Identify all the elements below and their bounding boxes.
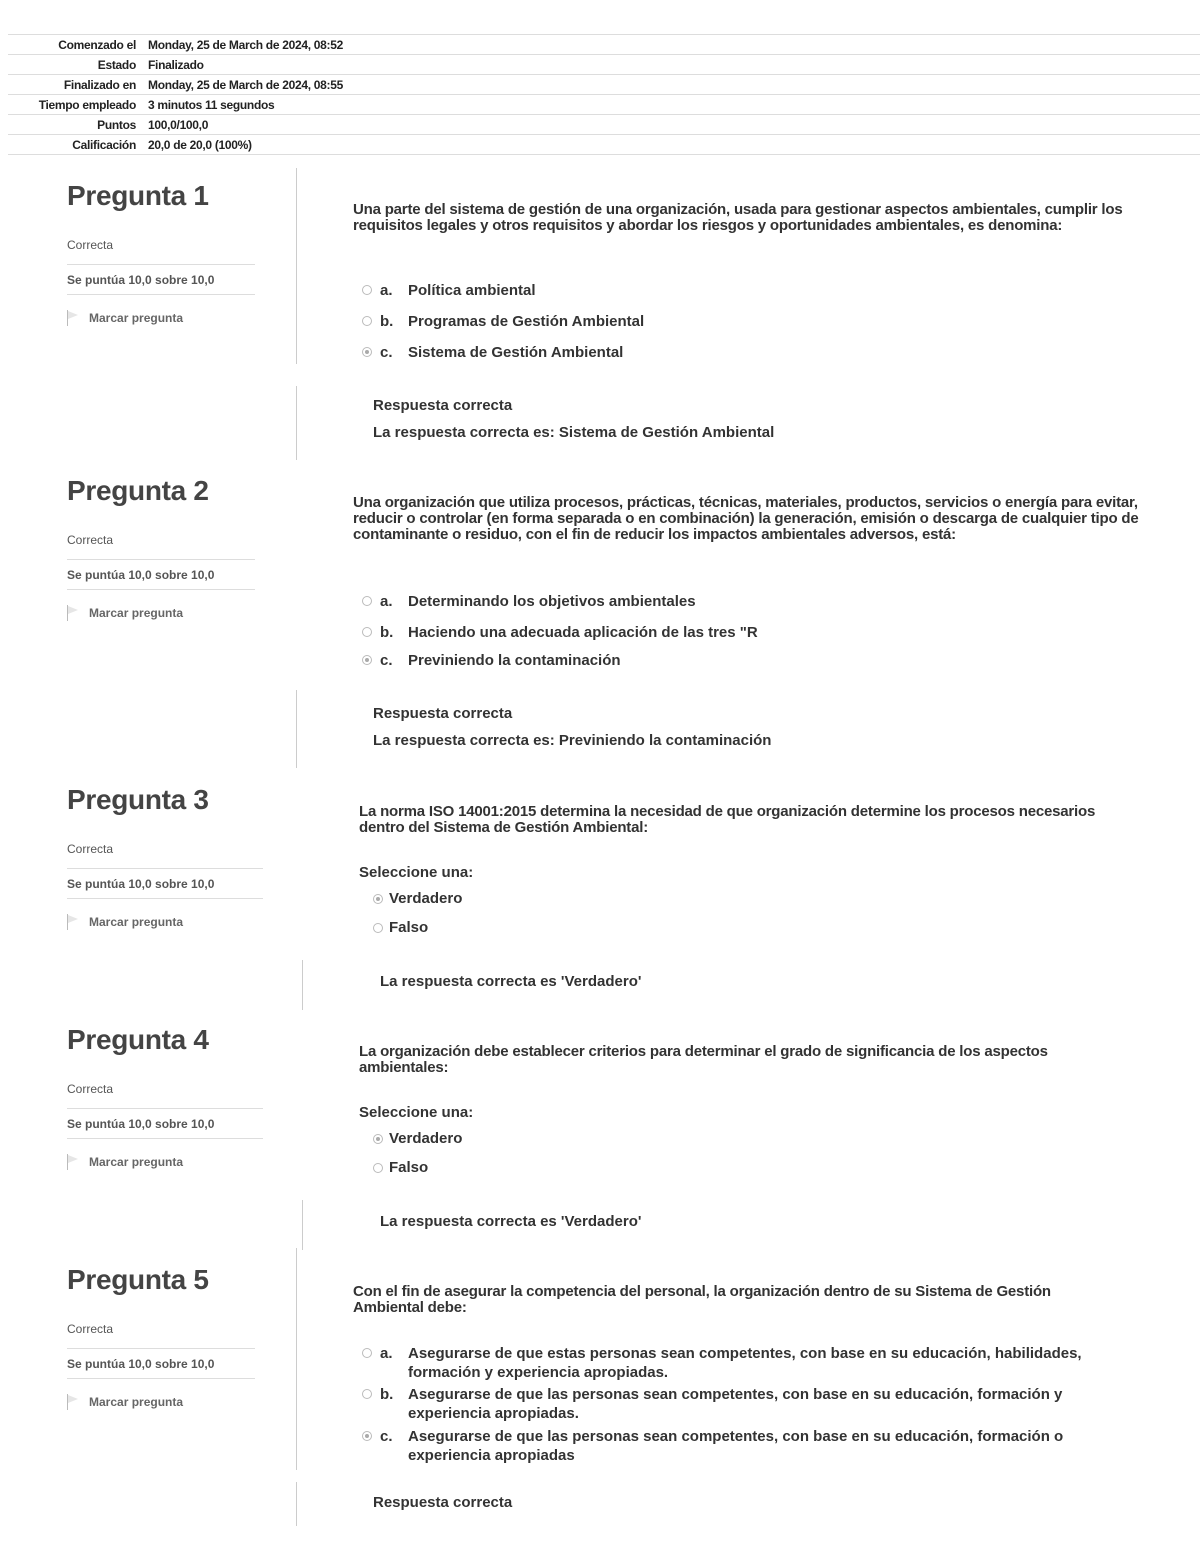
summary-key: Puntos xyxy=(97,117,136,132)
divider xyxy=(296,690,297,768)
flag-question-button[interactable] xyxy=(67,605,183,621)
question-number: Pregunta 1 xyxy=(67,180,209,211)
answer-option-a[interactable] xyxy=(362,1344,1092,1382)
option-text: Falso xyxy=(389,1159,429,1176)
feedback-correct-answer: La respuesta correcta es 'Verdadero' xyxy=(380,973,642,990)
radio-button-checked[interactable] xyxy=(373,1134,383,1144)
flag-icon xyxy=(67,1154,79,1170)
flag-icon xyxy=(67,605,79,621)
summary-key: Estado xyxy=(97,57,136,72)
answer-text: Sistema de Gestión Ambiental xyxy=(408,344,624,361)
answer-text: Haciendo una adecuada aplicación de las tres "R xyxy=(408,624,758,641)
answer-option-c[interactable] xyxy=(362,651,621,670)
radio-button-checked[interactable] xyxy=(362,347,372,357)
question-info xyxy=(67,1024,215,1169)
flag-question-button[interactable] xyxy=(67,1394,183,1410)
answer-letter: c. xyxy=(380,652,393,669)
answer-letter: b. xyxy=(380,624,394,641)
answer-letter: b. xyxy=(380,313,394,330)
divider xyxy=(296,168,297,364)
summary-row-points xyxy=(8,114,1200,134)
radio-button-checked[interactable] xyxy=(373,894,383,904)
answer-option-b[interactable] xyxy=(362,623,758,642)
question-text: Con el fin de asegurar la competencia del personal, la organización dentro de su Sistema de Gestión Ambiental debe: xyxy=(353,1283,1051,1316)
flag-question-button[interactable] xyxy=(67,310,183,326)
answer-text: Determinando los objetivos ambientales xyxy=(408,593,696,610)
radio-button[interactable] xyxy=(373,923,383,933)
question-grade: Se puntúa 10,0 sobre 10,0 xyxy=(67,1348,255,1379)
answer-letter: a. xyxy=(380,593,393,610)
flag-label: Marcar pregunta xyxy=(89,915,184,929)
feedback-correct-answer: La respuesta correcta es: Previniendo la contaminación xyxy=(373,732,772,749)
summary-row-state xyxy=(8,54,1200,74)
summary-key: Finalizado en xyxy=(63,77,136,92)
summary-row-started xyxy=(8,34,1200,54)
question-state: Correcta xyxy=(67,842,114,856)
flag-label: Marcar pregunta xyxy=(89,1155,184,1169)
summary-row-grade xyxy=(8,134,1200,155)
answer-option-a[interactable] xyxy=(362,281,536,300)
radio-button[interactable] xyxy=(362,1348,372,1358)
feedback-result: Respuesta correcta xyxy=(373,705,513,722)
question-number: Pregunta 2 xyxy=(67,475,209,506)
question-number: Pregunta 5 xyxy=(67,1264,209,1295)
summary-value: Monday, 25 de March de 2024, 08:55 xyxy=(148,77,344,92)
question-info xyxy=(67,1264,215,1409)
flag-icon xyxy=(67,310,79,326)
select-one-label: Seleccione una: xyxy=(359,1104,474,1121)
summary-value: 100,0/100,0 xyxy=(148,117,209,132)
question-state: Correcta xyxy=(67,238,114,252)
summary-value: 3 minutos 11 segundos xyxy=(148,97,275,112)
option-text: Falso xyxy=(389,919,429,936)
divider xyxy=(302,1200,303,1250)
divider xyxy=(296,386,297,460)
answer-option-b[interactable] xyxy=(362,1385,1142,1423)
divider xyxy=(296,1248,297,1470)
radio-button[interactable] xyxy=(362,1389,372,1399)
select-one-label: Seleccione una: xyxy=(359,864,474,881)
attempt-summary-table xyxy=(8,34,1200,155)
option-true[interactable] xyxy=(373,890,462,907)
question-info xyxy=(67,475,215,620)
answer-text: Asegurarse de que las personas sean competentes, con base en su educación, formación y experiencia apropiadas. xyxy=(408,1386,1063,1422)
question-text: La organización debe establecer criterios para determinar el grado de significancia de los aspectos ambientales: xyxy=(359,1043,1048,1076)
feedback-correct-answer: La respuesta correcta es: Sistema de Gestión Ambiental xyxy=(373,424,775,441)
divider xyxy=(296,1482,297,1526)
summary-key: Comenzado el xyxy=(58,37,136,52)
summary-value: Monday, 25 de March de 2024, 08:52 xyxy=(148,37,344,52)
question-info xyxy=(67,784,215,929)
answer-letter: c. xyxy=(380,344,393,361)
question-number: Pregunta 4 xyxy=(67,1024,209,1055)
answer-letter: b. xyxy=(380,1386,394,1403)
option-false[interactable] xyxy=(373,919,428,936)
option-false[interactable] xyxy=(373,1159,428,1176)
flag-icon xyxy=(67,914,79,930)
summary-row-time xyxy=(8,94,1200,114)
answer-letter: a. xyxy=(380,282,393,299)
answer-letter: c. xyxy=(380,1428,393,1445)
answer-text: Programas de Gestión Ambiental xyxy=(408,313,645,330)
answer-text: Política ambiental xyxy=(408,282,536,299)
summary-value: 20,0 de 20,0 (100%) xyxy=(148,137,252,152)
flag-label: Marcar pregunta xyxy=(89,311,184,325)
feedback-result: Respuesta correcta xyxy=(373,397,513,414)
question-grade: Se puntúa 10,0 sobre 10,0 xyxy=(67,868,263,899)
question-text: La norma ISO 14001:2015 determina la necesidad de que organización determine los procesos necesarios dentro del Sistema de Gestión Ambiental: xyxy=(359,803,1096,836)
answer-text: Previniendo la contaminación xyxy=(408,652,621,669)
question-grade: Se puntúa 10,0 sobre 10,0 xyxy=(67,264,255,295)
divider xyxy=(302,960,303,1010)
radio-button[interactable] xyxy=(362,627,372,637)
answer-letter: a. xyxy=(380,1345,393,1362)
feedback-result: Respuesta correcta xyxy=(373,1494,513,1511)
flag-label: Marcar pregunta xyxy=(89,606,184,620)
radio-button[interactable] xyxy=(373,1163,383,1173)
question-number: Pregunta 3 xyxy=(67,784,209,815)
radio-button[interactable] xyxy=(362,596,372,606)
summary-key: Tiempo empleado xyxy=(38,97,136,112)
answer-text: Asegurarse de que estas personas sean competentes, con base en su educación, habilidades, formación y experiencia apropiadas. xyxy=(408,1345,1082,1381)
question-text: Una parte del sistema de gestión de una organización, usada para gestionar aspectos ambientales, cumplir los requisitos legales y otros requisitos y abordar los riesgos y oportunidades ambientales, es denomina: xyxy=(353,201,1123,234)
question-state: Correcta xyxy=(67,1322,114,1336)
question-info xyxy=(67,180,215,325)
flag-icon xyxy=(67,1394,79,1410)
flag-question-button[interactable] xyxy=(67,914,183,930)
question-state: Correcta xyxy=(67,1082,114,1096)
radio-button[interactable] xyxy=(362,316,372,326)
answer-text: Asegurarse de que las personas sean competentes, con base en su educación, formación o experiencia apropiadas xyxy=(408,1428,1064,1464)
question-text: Una organización que utiliza procesos, prácticas, técnicas, materiales, productos, servicios o energía para evitar, reducir o controlar (en forma separada o en combinación) la generación, emisión o descarga de cualquier tipo de contaminante o residuo, con el fin de reducir los impactos ambientales adversos, está: xyxy=(353,494,1139,543)
summary-row-finished xyxy=(8,74,1200,94)
radio-button-checked[interactable] xyxy=(362,655,372,665)
option-text: Verdadero xyxy=(389,890,463,907)
question-grade: Se puntúa 10,0 sobre 10,0 xyxy=(67,1108,263,1139)
flag-label: Marcar pregunta xyxy=(89,1395,184,1409)
answer-option-c[interactable] xyxy=(362,1427,1082,1465)
answer-option-a[interactable] xyxy=(362,592,696,611)
option-text: Verdadero xyxy=(389,1130,463,1147)
question-state: Correcta xyxy=(67,533,114,547)
summary-value: Finalizado xyxy=(148,57,204,72)
question-grade: Se puntúa 10,0 sobre 10,0 xyxy=(67,559,255,590)
answer-option-c[interactable] xyxy=(362,343,623,362)
flag-question-button[interactable] xyxy=(67,1154,183,1170)
option-true[interactable] xyxy=(373,1130,462,1147)
radio-button-checked[interactable] xyxy=(362,1431,372,1441)
answer-option-b[interactable] xyxy=(362,312,644,331)
summary-key: Calificación xyxy=(72,137,136,152)
feedback-correct-answer: La respuesta correcta es 'Verdadero' xyxy=(380,1213,642,1230)
radio-button[interactable] xyxy=(362,285,372,295)
